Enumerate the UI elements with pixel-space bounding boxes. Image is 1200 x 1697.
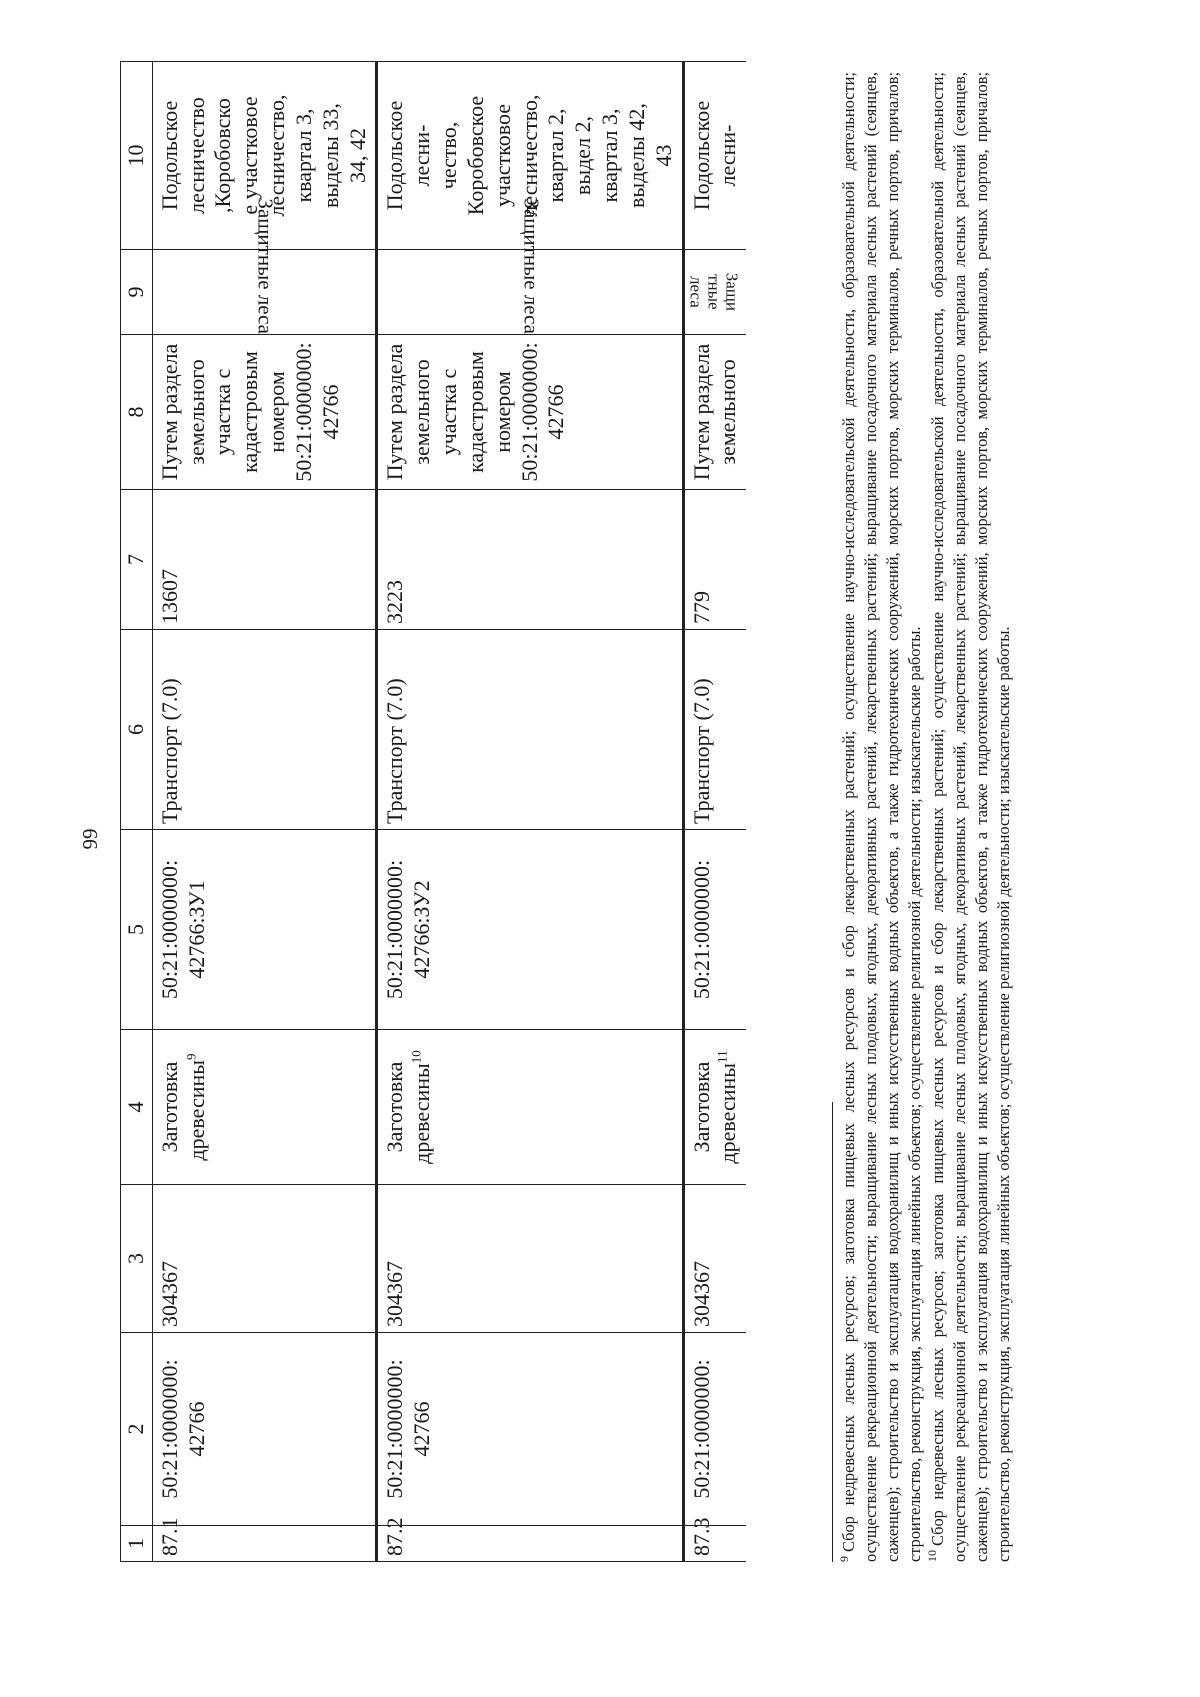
column-header: 8 [121,335,153,490]
new-cadastral-number: 50:21:0000000: [683,830,746,1030]
plot-area: 779 [683,490,746,630]
plot-area: 13607 [152,490,377,630]
column-header: 1 [121,1526,153,1562]
location: Подольское лесничество ,Коробовско е участковое лесничество, квартал 3, выделы 33, 34, 42 [152,62,377,250]
parent-area: 304367 [152,1185,377,1333]
footnote-text: Сбор недревесных лесных ресурсов; заготовка пищевых лесных ресурсов и сбор лекарственных растений; осуществление научно-исследовательской деятельности, образовательной деятельности; осуществление рекреационной деятельности; выращивание лесных плодовых, ягодных, декоративных растений, лекарственных растений; выращивание посадочного материала лесных растений (сеянцев, саженцев); строительство и эксплуатация водохранилищ и иных искусственных водных объектов, а также гидротехнических сооружений, морских портов, морских терминалов, речных портов, причалов; строительство, реконструкция, эксплуатация линейных объектов; осуществление религиозной деятельности; изыскательские работы. [839,72,925,1562]
parent-cadastral-number: 50:21:0000000: 42766 [377,1333,683,1526]
row-number: 87.3 [683,1526,746,1562]
footnote-text: Сбор недревесных лесных ресурсов; заготовка пищевых лесных ресурсов и сбор лекарственных растений; осуществление научно-исследовательской деятельности, образовательной деятельности; осуществление рекреационной деятельности; выращивание лесных плодовых, ягодных, декоративных растений, лекарственных растений; выращивание посадочного материала лесных растений (сеянцев, саженцев); строительство и эксплуатация водохранилищ и иных искусственных водных объектов, а также гидротехнических сооружений, морских портов, морских терминалов, речных портов, причалов; строительство, реконструкция, эксплуатация линейных объектов; осуществление религиозной деятельности; изыскательские работы. [927,72,1013,1562]
plot-area: 3223 [377,490,683,630]
parent-area: 304367 [377,1185,683,1333]
footnote [927,72,1016,1562]
footnote-ref: 11 [715,1050,731,1063]
use-kind: Заготовка древесины [156,1059,209,1161]
footnote-divider [832,1102,833,1562]
table-row [683,62,746,1562]
use-kind: Заготовка древесины [688,1061,741,1164]
forest-category-part: тные [704,274,724,310]
use-kind-cell [683,1030,746,1185]
parent-cadastral-number: 50:21:0000000: [683,1333,746,1526]
new-cadastral-number: 50:21:0000000: 42766:ЗУ1 [152,830,377,1030]
permitted-use: Транспорт (7.0) [683,630,746,830]
new-cadastral-number: 50:21:0000000: 42766:ЗУ2 [377,830,683,1030]
forest-category-cell [683,250,746,335]
column-header: 10 [121,62,153,250]
forest-category-cell [152,198,377,335]
forest-category [687,273,741,311]
footnote-ref: 9 [183,1053,199,1060]
formation-method: Путем раздела земельного участка с кадастровым номером 50:21:0000000: 42766 [152,335,377,490]
location: Подольское лесни- [683,62,746,250]
use-kind-cell [377,1030,683,1185]
column-header: 9 [121,250,153,335]
parent-area: 304367 [683,1185,746,1333]
header-row [121,62,153,1562]
use-kind: Заготовка древесины [382,1061,435,1164]
footnotes [838,72,1015,1562]
footnote-ref: 10 [408,1050,424,1064]
footnote-mark: 9 [836,1556,851,1562]
permitted-use: Транспорт (7.0) [377,630,683,830]
forest-category-cell [377,198,683,335]
forest-category-part: леса [686,276,706,308]
row-number: 87.1 [152,1526,377,1562]
footnote-mark: 10 [925,1550,940,1562]
location: Подольское лесни- чество, Коробовское участковое лесничество, квартал 2, выдел 2, квартал 3, выделы 42, 43 [377,62,683,250]
forest-category: Защитные леса [519,198,544,334]
use-kind-cell [152,1030,377,1185]
land-plots-table [120,61,746,1562]
footnote [838,72,927,1562]
forest-category-part: Защи [722,272,742,312]
column-header: 2 [121,1333,153,1526]
column-header: 3 [121,1185,153,1333]
formation-method: Путем раздела земельного [683,335,746,490]
page-number: 99 [78,828,102,850]
column-header: 6 [121,630,153,830]
table-row [152,62,377,1562]
column-header: 5 [121,830,153,1030]
forest-category: Защитные леса [253,198,278,334]
column-header: 4 [121,1030,153,1185]
column-header: 7 [121,490,153,630]
table-row [377,62,683,1562]
permitted-use: Транспорт (7.0) [152,630,377,830]
parent-cadastral-number: 50:21:0000000: 42766 [152,1333,377,1526]
row-number: 87.2 [377,1526,683,1562]
formation-method: Путем раздела земельного участка с кадастровым номером 50:21:0000000: 42766 [377,335,683,490]
